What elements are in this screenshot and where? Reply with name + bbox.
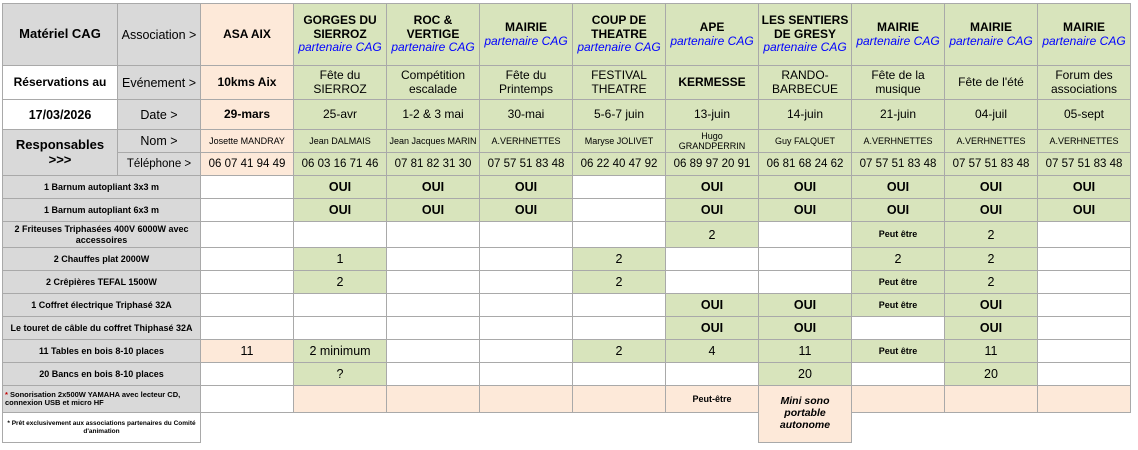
material-value: 20 bbox=[945, 363, 1038, 386]
reservation-table bbox=[2, 3, 1131, 443]
association-cell: MAIRIE partenaire CAG bbox=[480, 4, 573, 66]
sono-cell bbox=[480, 386, 573, 413]
material-value bbox=[1038, 363, 1131, 386]
material-value: 2 bbox=[573, 271, 666, 294]
date-cell: 21-juin bbox=[852, 100, 945, 130]
material-value bbox=[573, 222, 666, 248]
contact-phone: 06 07 41 94 49 bbox=[201, 153, 294, 176]
material-value: 1 bbox=[294, 248, 387, 271]
association-cell: GORGES DU SIERROZ partenaire CAG bbox=[294, 4, 387, 66]
material-value: Peut être bbox=[852, 294, 945, 317]
material-value: 2 bbox=[666, 222, 759, 248]
material-value: 20 bbox=[759, 363, 852, 386]
material-value: 2 bbox=[945, 248, 1038, 271]
material-label: 20 Bancs en bois 8-10 places bbox=[3, 363, 201, 386]
material-value bbox=[480, 340, 573, 363]
sono-cell bbox=[945, 386, 1038, 413]
material-value: OUI bbox=[480, 176, 573, 199]
material-value bbox=[1038, 271, 1131, 294]
sono-cell: Peut-être bbox=[666, 386, 759, 413]
event-cell: Fête de la musique bbox=[852, 66, 945, 100]
material-value: OUI bbox=[759, 317, 852, 340]
reservations-date: 17/03/2026 bbox=[3, 100, 118, 130]
association-cell: ROC & VERTIGE partenaire CAG bbox=[387, 4, 480, 66]
material-value bbox=[294, 294, 387, 317]
material-value bbox=[201, 199, 294, 222]
contact-name: Hugo GRANDPERRIN bbox=[666, 130, 759, 153]
material-value bbox=[480, 317, 573, 340]
association-cell: LES SENTIERS DE GRESY partenaire CAG bbox=[759, 4, 852, 66]
date-cell: 30-mai bbox=[480, 100, 573, 130]
contact-name: Jean DALMAIS bbox=[294, 130, 387, 153]
sono-cell bbox=[1038, 386, 1131, 413]
event-cell: Fête du Printemps bbox=[480, 66, 573, 100]
material-value: OUI bbox=[945, 317, 1038, 340]
material-value bbox=[759, 248, 852, 271]
material-value: OUI bbox=[759, 199, 852, 222]
material-value bbox=[201, 248, 294, 271]
material-row bbox=[3, 340, 1131, 363]
material-value bbox=[759, 271, 852, 294]
event-cell: Fête du SIERROZ bbox=[294, 66, 387, 100]
date-cell: 04-juil bbox=[945, 100, 1038, 130]
material-value bbox=[387, 294, 480, 317]
material-value bbox=[480, 248, 573, 271]
material-value bbox=[294, 317, 387, 340]
association-cell: MAIRIE partenaire CAG bbox=[1038, 4, 1131, 66]
material-value: 4 bbox=[666, 340, 759, 363]
material-value: 2 bbox=[945, 271, 1038, 294]
material-value: 11 bbox=[201, 340, 294, 363]
association-cell: MAIRIE partenaire CAG bbox=[945, 4, 1038, 66]
material-value bbox=[201, 222, 294, 248]
material-value: OUI bbox=[666, 317, 759, 340]
date-cell: 14-juin bbox=[759, 100, 852, 130]
material-value bbox=[1038, 317, 1131, 340]
material-value: Peut être bbox=[852, 340, 945, 363]
material-row bbox=[3, 271, 1131, 294]
material-value: Peut être bbox=[852, 222, 945, 248]
material-value bbox=[666, 248, 759, 271]
date-cell: 13-juin bbox=[666, 100, 759, 130]
material-value: 2 bbox=[852, 248, 945, 271]
material-value: 2 minimum bbox=[294, 340, 387, 363]
contact-name: Jean Jacques MARIN bbox=[387, 130, 480, 153]
date-cell: 25-avr bbox=[294, 100, 387, 130]
association-cell: ASA AIX bbox=[201, 4, 294, 66]
sono-cell bbox=[573, 386, 666, 413]
material-value: OUI bbox=[480, 199, 573, 222]
material-value: 2 bbox=[573, 340, 666, 363]
phone-label: Téléphone > bbox=[118, 153, 201, 176]
material-row bbox=[3, 222, 1131, 248]
material-label: 1 Barnum autopliant 6x3 m bbox=[3, 199, 201, 222]
material-value bbox=[1038, 248, 1131, 271]
association-row bbox=[3, 4, 1131, 66]
sono-cell bbox=[201, 386, 294, 413]
material-value bbox=[666, 363, 759, 386]
contact-phone: 07 57 51 83 48 bbox=[945, 153, 1038, 176]
contact-name: A.VERHNETTES bbox=[1038, 130, 1131, 153]
material-value: 11 bbox=[945, 340, 1038, 363]
material-value: OUI bbox=[852, 176, 945, 199]
material-value: 2 bbox=[945, 222, 1038, 248]
material-value: OUI bbox=[1038, 199, 1131, 222]
material-label: 11 Tables en bois 8-10 places bbox=[3, 340, 201, 363]
material-value bbox=[201, 363, 294, 386]
footnote-row bbox=[3, 413, 1131, 443]
material-value: 2 bbox=[294, 271, 387, 294]
material-value bbox=[294, 222, 387, 248]
material-value bbox=[480, 271, 573, 294]
material-value bbox=[387, 271, 480, 294]
contact-name: Guy FALQUET bbox=[759, 130, 852, 153]
contact-phone: 07 57 51 83 48 bbox=[852, 153, 945, 176]
event-cell: FESTIVAL THEATRE bbox=[573, 66, 666, 100]
event-cell: RANDO-BARBECUE bbox=[759, 66, 852, 100]
sono-cell bbox=[294, 386, 387, 413]
material-value bbox=[573, 317, 666, 340]
material-value: Peut être bbox=[852, 271, 945, 294]
sono-cell bbox=[387, 386, 480, 413]
material-value: OUI bbox=[759, 176, 852, 199]
material-value: 2 bbox=[573, 248, 666, 271]
contact-phone: 07 57 51 83 48 bbox=[480, 153, 573, 176]
material-label: 1 Coffret électrique Triphasé 32A bbox=[3, 294, 201, 317]
contact-phone: 06 81 68 24 62 bbox=[759, 153, 852, 176]
material-value: OUI bbox=[294, 199, 387, 222]
material-value bbox=[480, 363, 573, 386]
date-row bbox=[3, 100, 1131, 130]
sono-cell bbox=[852, 386, 945, 413]
material-label: 2 Crêpières TEFAL 1500W bbox=[3, 271, 201, 294]
material-row bbox=[3, 317, 1131, 340]
material-value bbox=[1038, 294, 1131, 317]
material-value bbox=[480, 294, 573, 317]
material-value: OUI bbox=[666, 199, 759, 222]
material-rows bbox=[3, 176, 1131, 386]
material-value: OUI bbox=[945, 294, 1038, 317]
material-value bbox=[201, 271, 294, 294]
material-row bbox=[3, 363, 1131, 386]
material-value: OUI bbox=[945, 199, 1038, 222]
date-label: Date > bbox=[118, 100, 201, 130]
contact-phone: 06 22 40 47 92 bbox=[573, 153, 666, 176]
material-value bbox=[573, 176, 666, 199]
material-value: ? bbox=[294, 363, 387, 386]
material-value bbox=[387, 248, 480, 271]
material-value bbox=[201, 176, 294, 199]
event-row bbox=[3, 66, 1131, 100]
material-value bbox=[852, 363, 945, 386]
material-value bbox=[201, 317, 294, 340]
contact-name: A.VERHNETTES bbox=[480, 130, 573, 153]
material-value: OUI bbox=[294, 176, 387, 199]
date-cell: 29-mars bbox=[201, 100, 294, 130]
phone-row bbox=[3, 153, 1131, 176]
material-value bbox=[1038, 222, 1131, 248]
material-row bbox=[3, 176, 1131, 199]
responsables-label: Responsables >>> bbox=[3, 130, 118, 176]
material-label: Le touret de câble du coffret Thiphasé 32A bbox=[3, 317, 201, 340]
material-value bbox=[201, 294, 294, 317]
contact-phone: 06 89 97 20 91 bbox=[666, 153, 759, 176]
contact-phone: 06 03 16 71 46 bbox=[294, 153, 387, 176]
contact-name: Maryse JOLIVET bbox=[573, 130, 666, 153]
material-value bbox=[387, 317, 480, 340]
material-value: OUI bbox=[387, 176, 480, 199]
footnote: * Prêt exclusivement aux associations partenaires du Comité d'animation bbox=[3, 413, 201, 443]
material-value: 11 bbox=[759, 340, 852, 363]
material-value: OUI bbox=[1038, 176, 1131, 199]
material-value bbox=[573, 199, 666, 222]
material-label: 2 Chauffes plat 2000W bbox=[3, 248, 201, 271]
material-value: OUI bbox=[945, 176, 1038, 199]
association-label: Association > bbox=[118, 4, 201, 66]
event-cell: 10kms Aix bbox=[201, 66, 294, 100]
date-cell: 5-6-7 juin bbox=[573, 100, 666, 130]
material-value bbox=[852, 317, 945, 340]
material-row bbox=[3, 294, 1131, 317]
material-value bbox=[480, 222, 573, 248]
material-value: OUI bbox=[666, 176, 759, 199]
association-cell: APE partenaire CAG bbox=[666, 4, 759, 66]
material-value: OUI bbox=[759, 294, 852, 317]
material-value bbox=[759, 222, 852, 248]
event-label: Evénement > bbox=[118, 66, 201, 100]
association-cell: COUP DE THEATRE partenaire CAG bbox=[573, 4, 666, 66]
material-value bbox=[387, 340, 480, 363]
contact-phone: 07 57 51 83 48 bbox=[1038, 153, 1131, 176]
sono-row bbox=[3, 386, 1131, 413]
reservations-label: Réservations au bbox=[3, 66, 118, 100]
material-row bbox=[3, 199, 1131, 222]
sono-cell: Mini sono portable autonome bbox=[759, 386, 852, 443]
event-cell: Fête de l'été bbox=[945, 66, 1038, 100]
material-value: OUI bbox=[387, 199, 480, 222]
contact-name: A.VERHNETTES bbox=[852, 130, 945, 153]
contact-phone: 07 81 82 31 30 bbox=[387, 153, 480, 176]
materiel-title: Matériel CAG bbox=[3, 4, 118, 66]
contact-name: A.VERHNETTES bbox=[945, 130, 1038, 153]
event-cell: Forum des associations bbox=[1038, 66, 1131, 100]
material-value bbox=[573, 294, 666, 317]
material-label: 1 Barnum autopliant 3x3 m bbox=[3, 176, 201, 199]
association-cell: MAIRIE partenaire CAG bbox=[852, 4, 945, 66]
event-cell: Compétition escalade bbox=[387, 66, 480, 100]
name-row bbox=[3, 130, 1131, 153]
material-value bbox=[1038, 340, 1131, 363]
material-value: OUI bbox=[666, 294, 759, 317]
material-value bbox=[387, 222, 480, 248]
material-value bbox=[573, 363, 666, 386]
date-cell: 05-sept bbox=[1038, 100, 1131, 130]
name-label: Nom > bbox=[118, 130, 201, 153]
material-row bbox=[3, 248, 1131, 271]
material-value bbox=[666, 271, 759, 294]
sono-label: * Sonorisation 2x500W YAMAHA avec lecteur CD, connexion USB et micro HF bbox=[3, 386, 201, 413]
contact-name: Josette MANDRAY bbox=[201, 130, 294, 153]
material-value bbox=[387, 363, 480, 386]
date-cell: 1-2 & 3 mai bbox=[387, 100, 480, 130]
event-cell: KERMESSE bbox=[666, 66, 759, 100]
material-value: OUI bbox=[852, 199, 945, 222]
material-label: 2 Friteuses Triphasées 400V 6000W avec accessoires bbox=[3, 222, 201, 248]
